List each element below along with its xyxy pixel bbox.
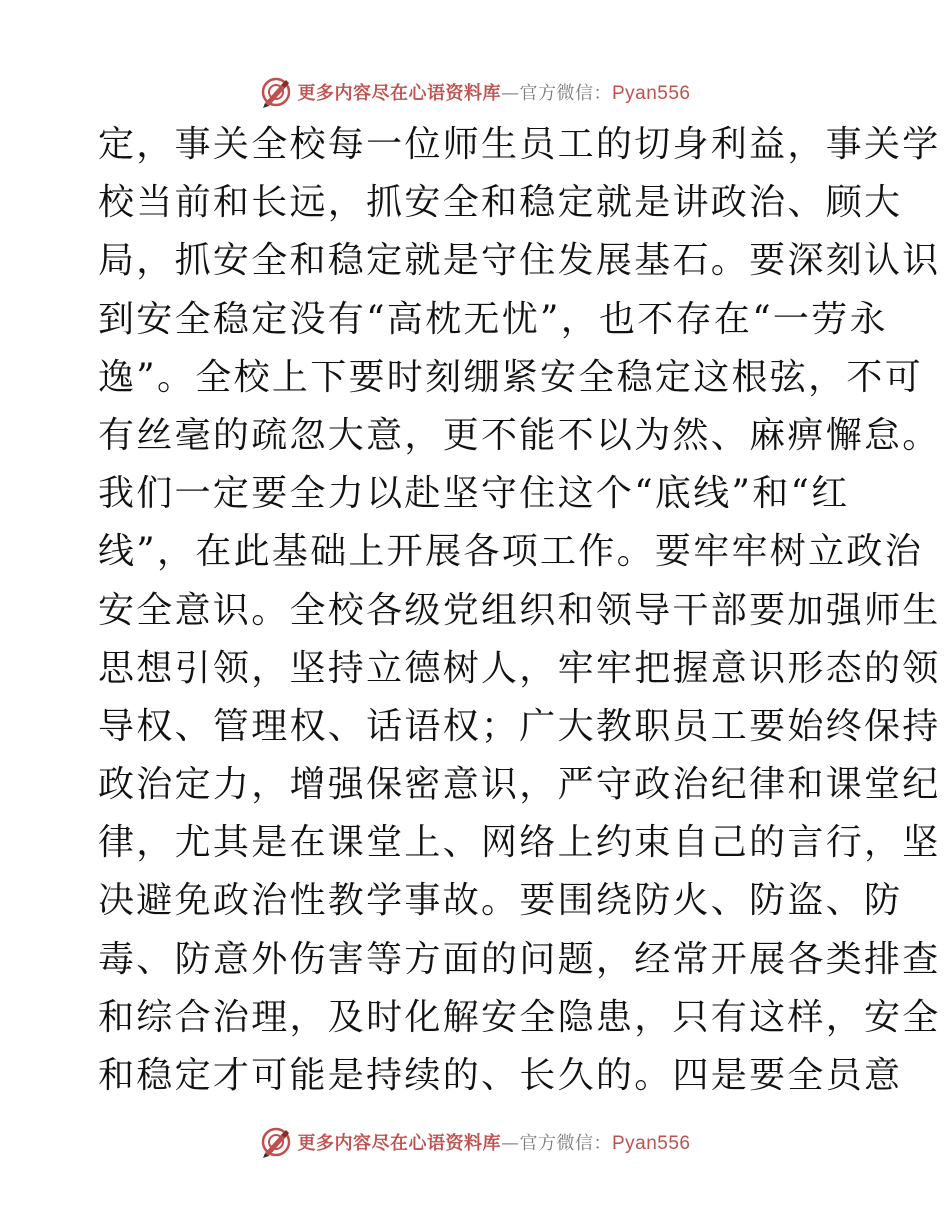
- body-line: 定，事关全校每一位师生员工的切身利益，事关学: [98, 124, 941, 165]
- body-line: 思想引领，坚持立德树人，牢牢把握意识形态的领: [98, 647, 941, 689]
- watermark-main-text: 更多内容尽在心语资料库: [297, 83, 501, 104]
- body-line: 局，抓安全和稳定就是守住发展基石。要深刻认识: [98, 240, 941, 282]
- watermark-main-text: 更多内容尽在心语资料库: [297, 1133, 501, 1154]
- watermark-wechat-id: Pyan556: [611, 1133, 691, 1154]
- body-line: 和稳定才可能是持续的、长久的。四是要全员意: [98, 1055, 903, 1096]
- watermark-wechat-label: 官方微信：: [519, 1133, 612, 1154]
- body-line: 政治定力，增强保密意识，严守政治纪律和课堂纪: [98, 764, 941, 806]
- document-body: [98, 116, 941, 1105]
- watermark-dash: —: [500, 1133, 520, 1154]
- body-line: 我们一定要全力以赴坚守住这个“底线”和“红: [98, 473, 850, 515]
- body-line: 和综合治理，及时化解安全隐患，只有这样，安全: [98, 996, 941, 1038]
- body-line: 有丝毫的疏忽大意，更不能不以为然、麻痹懈怠。: [98, 414, 941, 456]
- body-line: 线”，在此基础上开展各项工作。要牢牢树立政治: [98, 531, 924, 573]
- pen-logo-icon: [259, 1125, 293, 1159]
- header-watermark: [0, 72, 950, 112]
- body-line: 到安全稳定没有“高枕无忧”，也不存在“一劳永: [98, 298, 888, 340]
- body-line: 逸”。全校上下要时刻绷紧安全稳定这根弦，不可: [98, 356, 924, 398]
- body-line: 安全意识。全校各级党组织和领导干部要加强师生: [98, 589, 941, 631]
- body-line: 毒、防意外伤害等方面的问题，经常开展各类排查: [98, 938, 941, 980]
- body-line: 律，尤其是在课堂上、网络上约束自己的言行，坚: [98, 822, 941, 864]
- watermark-wechat-id: Pyan556: [611, 83, 691, 104]
- watermark-dash: —: [500, 83, 520, 104]
- body-line: 校当前和长远，抓安全和稳定就是讲政治、顾大: [98, 182, 903, 224]
- body-line: 决避免政治性教学事故。要围绕防火、防盗、防: [98, 880, 903, 922]
- body-line: 导权、管理权、话语权；广大教职员工要始终保持: [98, 705, 941, 747]
- watermark-wechat-label: 官方微信：: [519, 83, 612, 104]
- footer-watermark: [0, 1122, 950, 1162]
- pen-logo-icon: [259, 75, 293, 109]
